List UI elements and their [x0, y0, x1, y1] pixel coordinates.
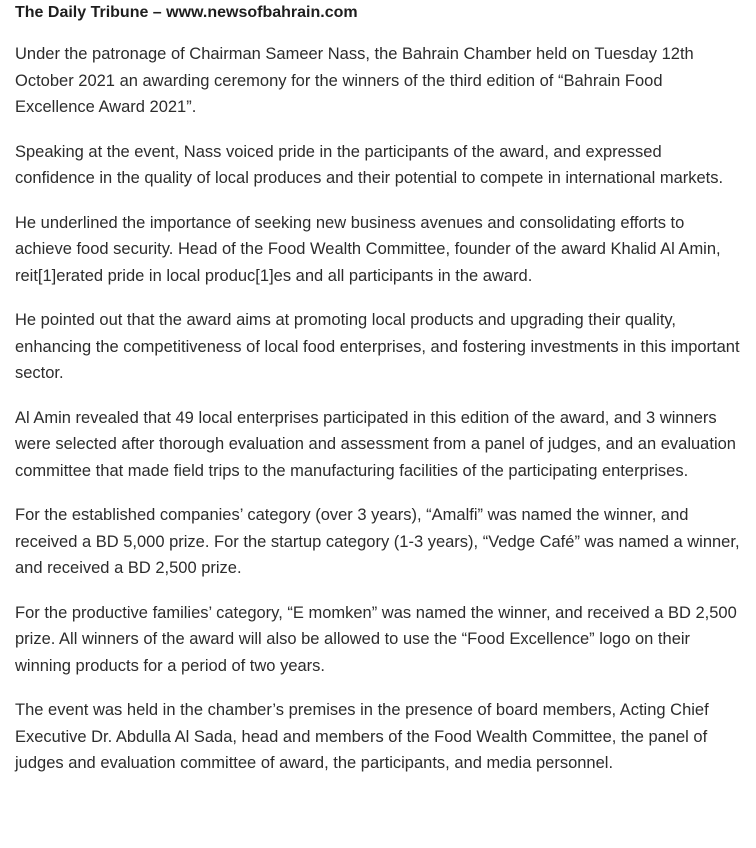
article-paragraph: He underlined the importance of seeking new business avenues and consolidating efforts to achieve food security. Head of the Food Wealth Committee, founder of the award Khalid Al Amin, reit[1]erated pride in local produc[1]es and all participants in the award. [15, 213, 721, 285]
article-paragraph: He pointed out that the award aims at promoting local products and upgrading their quality, enhancing the competitiveness of local food enterprises, and fostering investments in this important sector. [15, 311, 740, 382]
article-paragraph: Speaking at the event, Nass voiced pride in the participants of the award, and expressed confidence in the quality of local produces and their potential to compete in international markets. [15, 142, 724, 187]
article-paragraph: The event was held in the chamber’s premises in the presence of board members, Acting Chief Executive Dr. Abdulla Al Sada, head and members of the Food Wealth Committee, the panel of judges and evaluation committee of award, the participants, and media personnel. [15, 701, 709, 772]
article-paragraph: Under the patronage of Chairman Sameer Nass, the Bahrain Chamber held on Tuesday 12th October 2021 an awarding ceremony for the winners of the third edition of “Bahrain Food Excellence Award 2021”. [15, 45, 694, 116]
article-body [15, 0, 743, 777]
article-source: The Daily Tribune – www.newsofbahrain.com [15, 4, 358, 21]
article-paragraph: Al Amin revealed that 49 local enterprises participated in this edition of the award, and 3 winners were selected after thorough evaluation and assessment from a panel of judges, and an evaluation committee that made field trips to the manufacturing facilities of the participating enterprises. [15, 408, 736, 480]
article-paragraph: For the productive families’ category, “E momken” was named the winner, and received a BD 2,500 prize. All winners of the award will also be allowed to use the “Food Excellence” logo on their winning products for a period of two years. [15, 603, 737, 675]
article-paragraph: For the established companies’ category (over 3 years), “Amalfi” was named the winner, and received a BD 5,000 prize. For the startup category (1-3 years), “Vedge Café” was named a winner, and received a BD 2,500 prize. [15, 506, 740, 577]
